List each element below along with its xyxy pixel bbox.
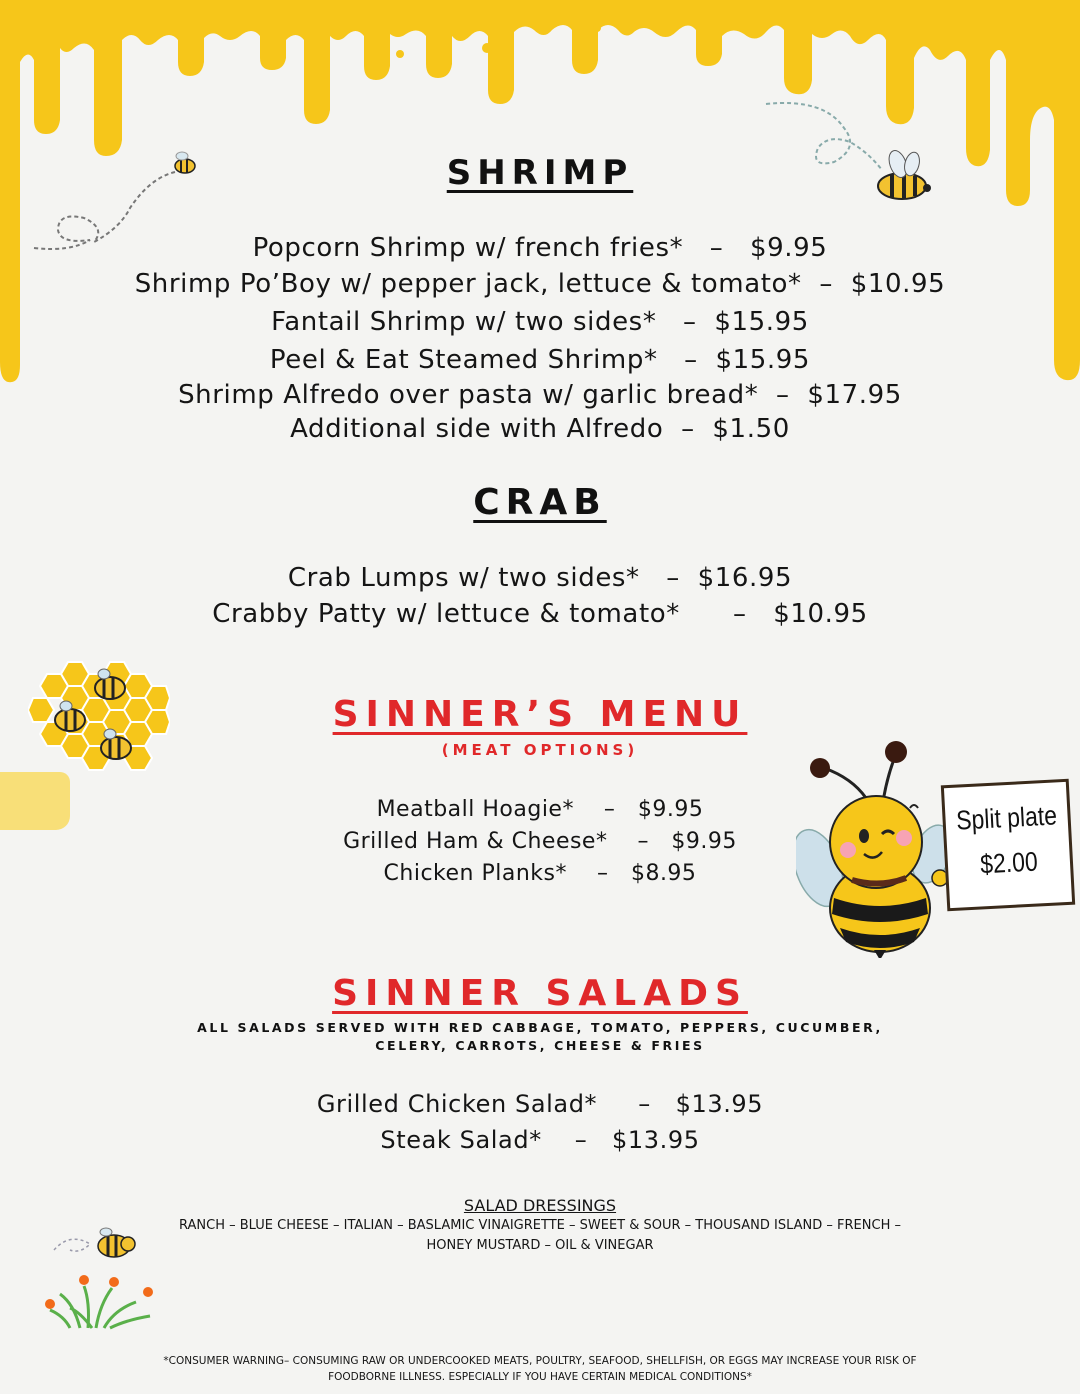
menu-item: Chicken Planks* – $8.95: [383, 861, 697, 886]
menu-item: Crabby Patty w/ lettuce & tomato* – $10.95: [212, 599, 868, 629]
menu-item: Grilled Chicken Salad* – $13.95: [316, 1090, 764, 1118]
menu-item: Crab Lumps w/ two sides* – $16.95: [287, 563, 793, 593]
menu-item: Steak Salad* – $13.95: [380, 1126, 700, 1154]
salads-note-line2: CELERY, CARROTS, CHEESE & FRIES: [375, 1038, 705, 1053]
dressings-line2: HONEY MUSTARD – OIL & VINEGAR: [426, 1238, 654, 1253]
menu-item: Meatball Hoagie* – $9.95: [376, 797, 704, 822]
menu-item: Additional side with Alfredo – $1.50: [290, 414, 790, 444]
salads-note-line1: ALL SALADS SERVED WITH RED CABBAGE, TOMATO, PEPPERS, CUCUMBER,: [197, 1020, 883, 1035]
menu-item: Grilled Ham & Cheese* – $9.95: [343, 829, 737, 854]
menu-item: Shrimp Po’Boy w/ pepper jack, lettuce & tomato* – $10.95: [134, 269, 946, 299]
menu-item: Popcorn Shrimp w/ french fries* – $9.95: [252, 233, 828, 263]
dressings-title: SALAD DRESSINGS: [463, 1196, 617, 1215]
sinner-salads-heading: SINNER SALADS: [332, 973, 748, 1014]
consumer-warning-line1: *CONSUMER WARNING– CONSUMING RAW OR UNDERCOOKED MEATS, POULTRY, SEAFOOD, SHELLFISH, OR EGGS MAY INCREASE YOUR RISK OF: [163, 1355, 917, 1367]
crab-heading: CRAB: [473, 482, 607, 523]
menu-item: Peel & Eat Steamed Shrimp* – $15.95: [269, 345, 811, 375]
menu-item: Shrimp Alfredo over pasta w/ garlic bread* – $17.95: [178, 380, 902, 410]
shrimp-heading: SHRIMP: [446, 153, 634, 193]
dressings-line1: RANCH – BLUE CHEESE – ITALIAN – BASLAMIC VINAIGRETTE – SWEET & SOUR – THOUSAND ISLAND – FRENCH –: [179, 1218, 901, 1233]
sinners-menu-subtitle: (MEAT OPTIONS): [441, 741, 639, 759]
split-plate-label: Split plate: [955, 800, 1058, 836]
split-plate-price: $2.00: [979, 846, 1039, 880]
sinners-menu-heading: SINNER’S MENU: [332, 694, 748, 735]
menu-item: Fantail Shrimp w/ two sides* – $15.95: [271, 307, 809, 337]
consumer-warning-line2: FOODBORNE ILLNESS. ESPECIALLY IF YOU HAVE CERTAIN MEDICAL CONDITIONS*: [328, 1371, 752, 1383]
